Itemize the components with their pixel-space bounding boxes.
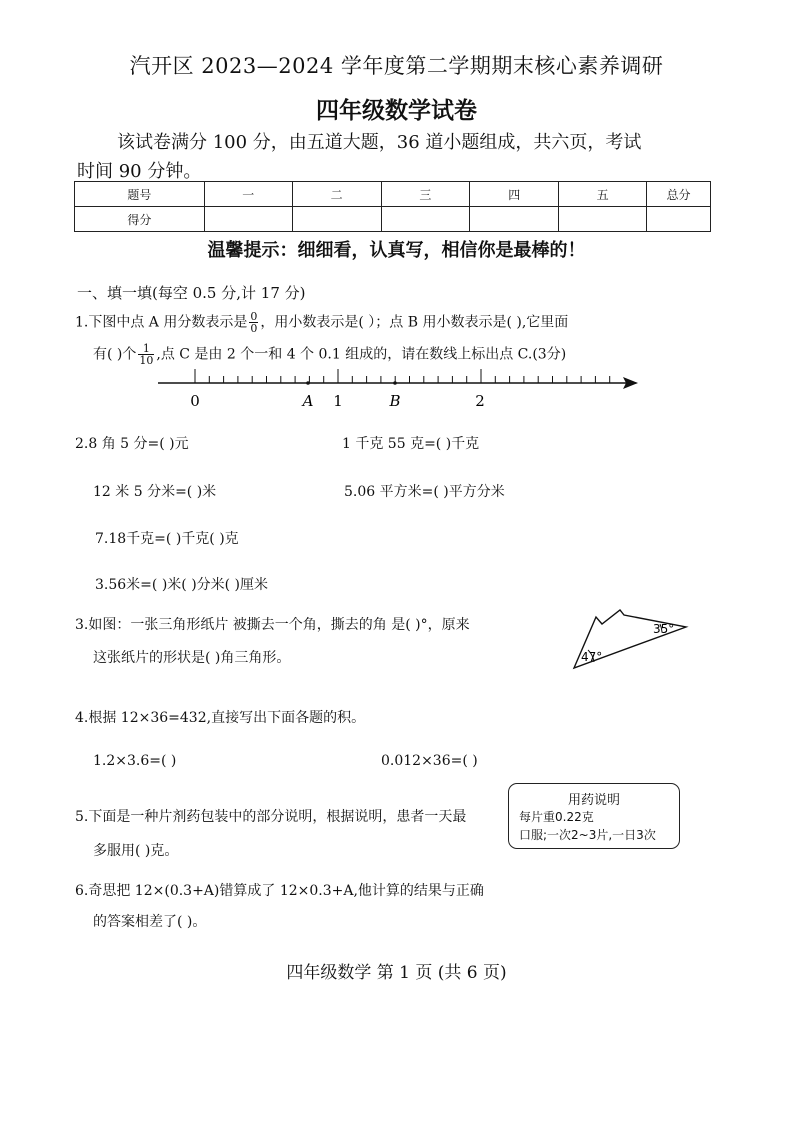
point-b-dot — [393, 381, 397, 385]
q2-f: 3.56米=( )米( )分米( )厘米 — [95, 577, 269, 593]
q1-line-2 — [93, 343, 566, 366]
score-cell-1 — [204, 207, 292, 232]
q1-text-b: ，用小数表示是( ）；点 B 用小数表示是( ),它里面 — [260, 314, 569, 331]
q3-line-2: 这张纸片的形状是( )角三角形。 — [93, 650, 291, 666]
number-line-label-a: A — [302, 392, 314, 410]
medicine-box-title: 用药说明 — [567, 793, 620, 808]
exam-title: 汽开区 2023—2024 学年度第二学期期末核心素养调研 — [129, 54, 664, 78]
angle-label-35: 35° — [653, 622, 675, 636]
header-cell-2: 二 — [292, 182, 381, 207]
page-footer: 四年级数学 第 1 页 (共 6 页) — [286, 963, 507, 983]
point-a-dot — [306, 381, 310, 385]
number-line-label-0: 0 — [190, 392, 200, 410]
q4-a: 1.2×3.6=( ) — [93, 753, 177, 769]
number-line-ticks — [195, 369, 610, 383]
fraction-denominator: 0 — [250, 322, 258, 335]
q2-c: 12 米 5 分米=( )米 — [93, 484, 217, 500]
q5-line-1: 5.下面是一种片剂药包装中的部分说明，根据说明，患者一天最 — [75, 809, 467, 825]
medicine-box-line-1: 每片重0.22克 — [519, 810, 594, 824]
fraction-numerator: 1 — [138, 343, 154, 355]
score-cell-2 — [292, 207, 381, 232]
score-cell-3 — [381, 207, 470, 232]
score-table-score-row — [75, 207, 711, 232]
q2-a: 2.8 角 5 分=( )元 — [75, 436, 189, 452]
number-line-label-2: 2 — [475, 392, 485, 410]
header-cell-3: 三 — [381, 182, 470, 207]
header-cell-4: 四 — [470, 182, 559, 207]
fraction-denominator: 10 — [139, 354, 154, 367]
fraction-numerator: 0 — [250, 310, 258, 323]
medicine-box-line-2: 口服;一次2~3片,一日3次 — [519, 828, 656, 842]
q1-text-d: ,点 C 是由 2 个一和 4 个 0.1 组成的，请在数线上标出点 C.(3分) — [156, 346, 567, 363]
score-table — [74, 181, 711, 232]
q4-line-1: 4.根据 12×36=432,直接写出下面各题的积。 — [75, 710, 366, 726]
section-1-title: 一、填一填(每空 0.5 分,计 17 分) — [77, 284, 306, 302]
medicine-instructions-box — [508, 783, 680, 849]
intro-line-2: 时间 90 分钟。 — [77, 161, 202, 182]
q6-line-1: 6.奇思把 12×(0.3+A)错算成了 12×0.3+A,他计算的结果与正确 — [75, 883, 484, 899]
score-table-header-row — [75, 182, 711, 207]
torn-triangle-figure — [568, 604, 693, 674]
q3-line-1: 3.如图：一张三角形纸片 被撕去一个角，撕去的角 是( )°，原来 — [75, 617, 470, 633]
header-cell-question-no: 题号 — [75, 182, 205, 207]
score-cell-5 — [559, 207, 647, 232]
q5-line-2: 多服用( )克。 — [93, 843, 179, 859]
exam-subtitle: 四年级数学试卷 — [316, 97, 477, 124]
number-line[interactable] — [150, 366, 645, 414]
q1-fraction-b — [138, 343, 154, 366]
q1-text-c: 有( )个 — [93, 346, 137, 363]
q1-line-1 — [75, 311, 568, 334]
q2-d: 5.06 平方米=( )平方分米 — [344, 484, 505, 500]
q1-fraction-a — [249, 311, 258, 334]
score-cell-4 — [470, 207, 559, 232]
score-row-label: 得分 — [75, 207, 205, 232]
intro-line-1: 该试卷满分 100 分，由五道大题，36 道小题组成，共六页，考试 — [117, 132, 642, 153]
q6-line-2: 的答案相差了( )。 — [93, 914, 207, 930]
number-line-label-b: B — [389, 392, 401, 410]
header-cell-total: 总分 — [647, 182, 711, 207]
q2-e: 7.18千克=( )千克( )克 — [95, 531, 239, 547]
angle-label-47: 47° — [581, 650, 603, 664]
q2-b: 1 千克 55 克=( )千克 — [342, 436, 480, 452]
header-cell-1: 一 — [204, 182, 292, 207]
number-line-label-1: 1 — [333, 392, 343, 410]
q1-text-a: 1.下图中点 A 用分数表示是 — [75, 314, 248, 331]
warm-tip: 温馨提示：细细看，认真写，相信你是最棒的！ — [207, 240, 586, 261]
score-cell-total — [647, 207, 711, 232]
header-cell-5: 五 — [559, 182, 647, 207]
q4-b: 0.012×36=( ) — [381, 753, 478, 769]
